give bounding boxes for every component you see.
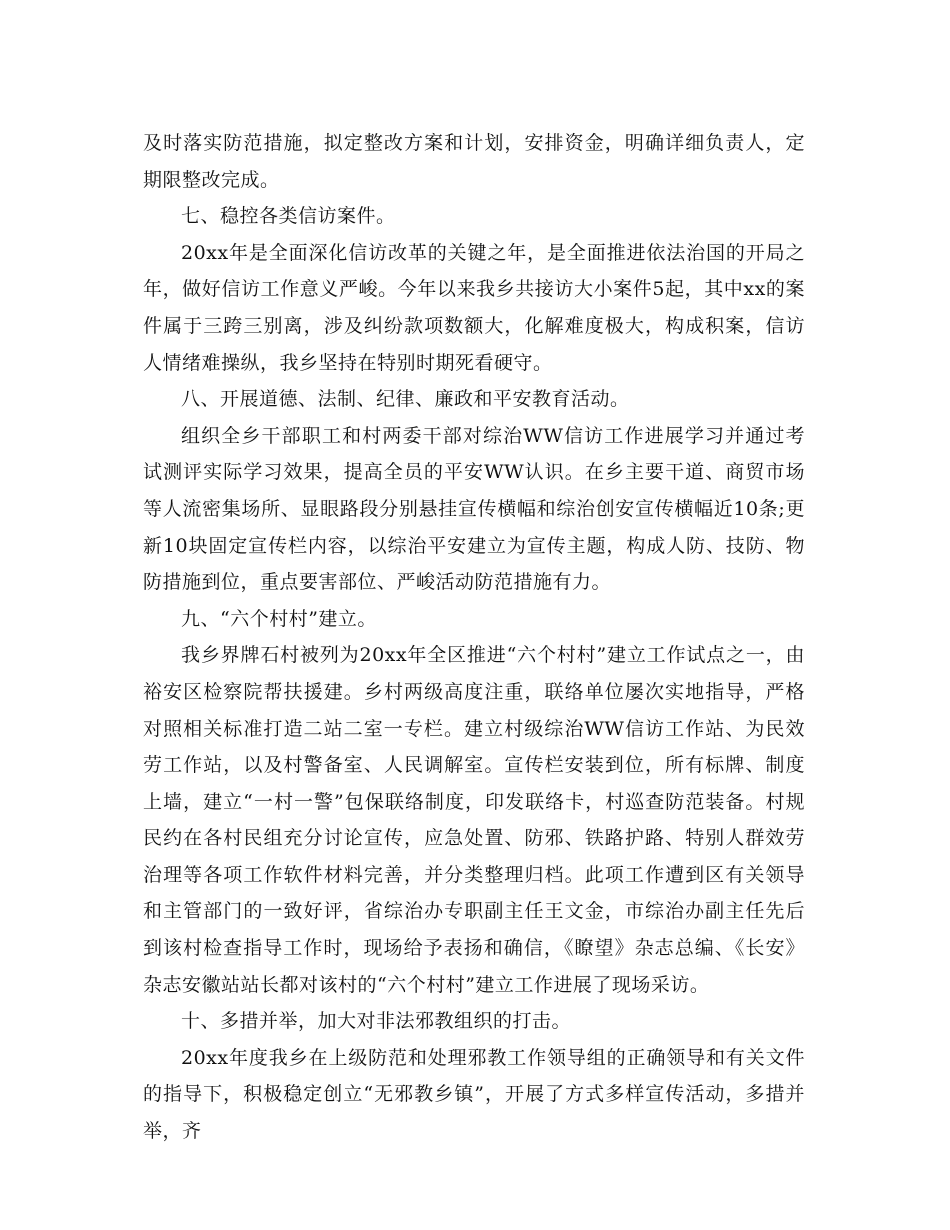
paragraph-anti-cult: 20xx年度我乡在上级防范和处理邪教工作领导组的正确领导和有关文件的指导下，积极稳定创立“无邪教乡镇”，开展了方式多样宣传活动，多措并举，齐 bbox=[143, 1046, 805, 1143]
paragraph-six-villages: 我乡界牌石村被列为20xx年全区推进“六个村村”建立工作试点之一，由裕安区检察院帮扶援建。乡村两级高度注重，联络单位屡次实地指导，严格对照相关标准打造二站二室一专栏。建立村级综治WW信访工作站、为民效劳工作站，以及村警备室、人民调解室。宣传栏安装到位，所有标牌、制度上墙，建立“一村一警”包保联络制度，印发联络卡，村巡查防范装备。村规民约在各村民组充分讨论宣传，应急处置、防邪、铁路护路、特别人群效劳治理等各项工作软件材料完善，并分类整理归档。此项工作遭到区有关领导和主管部门的一致好评，省综治办专职副主任王文金，市综治办副主任先后到该村检查指导工作时，现场给予表扬和确信，《瞭望》杂志总编、《长安》杂志安徽站站长都对该村的“六个村村”建立工作进展了现场采访。 bbox=[143, 644, 805, 996]
document-body bbox=[143, 125, 805, 1150]
section-heading-7: 七、稳控各类信访案件。 bbox=[181, 205, 396, 228]
paragraph-education-activities: 组织全乡干部职工和村两委干部对综治WW信访工作进展学习并通过考试测评实际学习效果，提高全员的平安WW认识。在乡主要干道、商贸市场等人流密集场所、显眼路段分别悬挂宣传横幅和综治创安宣传横幅近10条;更新10块固定宣传栏内容，以综治平安建立为宣传主题，构成人防、技防、物防措施到位，重点要害部位、严峻活动防范措施有力。 bbox=[143, 424, 805, 594]
section-heading-8: 八、开展道德、法制、纪律、廉政和平安教育活动。 bbox=[181, 388, 630, 411]
section-heading-10: 十、多措并举，加大对非法邪教组织的打击。 bbox=[181, 1010, 572, 1033]
section-heading-9: 九、“六个村村”建立。 bbox=[181, 607, 377, 630]
paragraph-petition-cases: 20xx年是全面深化信访改革的关键之年，是全面推进依法治国的开局之年，做好信访工作意义严峻。今年以来我乡共接访大小案件5起，其中xx的案件属于三跨三别离，涉及纠纷款项数额大，化解难度极大，构成积案，信访人情绪难操纵，我乡坚持在特别时期死看硬守。 bbox=[143, 241, 805, 374]
paragraph-continuation: 及时落实防范措施，拟定整改方案和计划，安排资金，明确详细负责人，定期限整改完成。 bbox=[143, 132, 805, 191]
